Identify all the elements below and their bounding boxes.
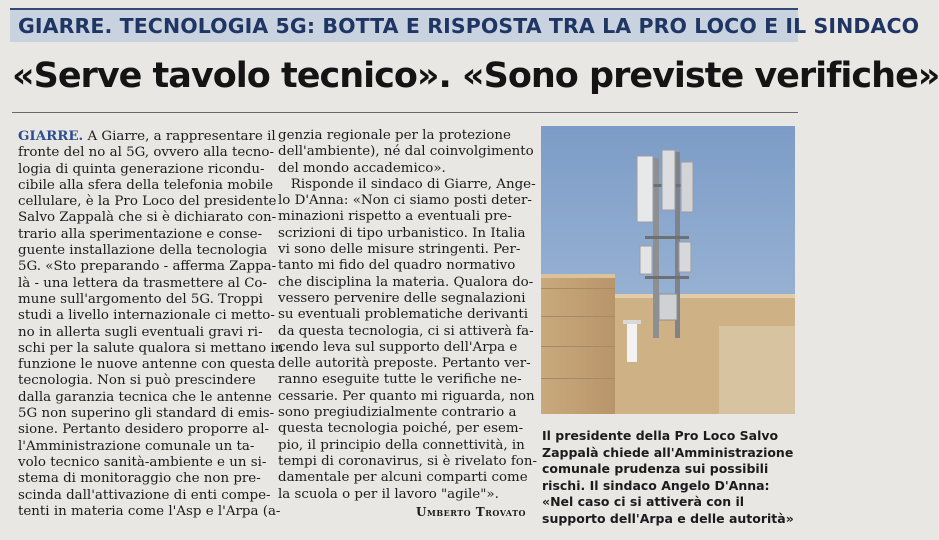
caption-line: comunale prudenza sui possibili <box>542 461 769 476</box>
photo-caption <box>542 428 800 527</box>
text-line: ranno eseguite tutte le verifiche ne- <box>278 372 522 388</box>
text-line: minazioni rispetto a eventuali pre- <box>278 209 512 225</box>
antenna-photo <box>541 126 795 414</box>
text-line: tecnologia. Non si può prescindere <box>18 373 256 389</box>
text-line: vi sono delle misure stringenti. Per- <box>278 242 521 258</box>
text-line: schi per la salute qualora si mettano in <box>18 340 284 356</box>
text-line: scrizioni di tipo urbanistico. In Italia <box>278 225 526 241</box>
text-line: damentale per alcuni comparti come <box>278 470 528 486</box>
text-line: 5G non superino gli standard di emis- <box>18 406 275 422</box>
text-line: mune sull'argomento del 5G. Troppi <box>18 291 263 307</box>
text-line: 5G. «Sto preparando - afferma Zappa- <box>18 259 277 275</box>
text-line: lo D'Anna: «Non ci siamo posti deter- <box>278 193 532 209</box>
text-line: cendo leva sul supporto dell'Arpa e <box>278 339 518 355</box>
author-signature: Umberto Trovato <box>416 505 526 519</box>
caption-line: Il presidente della Pro Loco Salvo <box>542 428 779 443</box>
dateline-place: GIARRE. <box>18 128 84 144</box>
text-line: logia di quinta generazione ricondu- <box>18 161 265 177</box>
caption-line: supporto dell'Arpa e delle autorità» <box>542 510 794 526</box>
article-column-2 <box>278 128 538 503</box>
text-line: Salvo Zappalà che si è dichiarato con- <box>18 210 277 226</box>
text-line: studi a livello internazionale ci metto- <box>18 308 275 324</box>
article-headline: «Serve tavolo tecnico». «Sono previste verifiche» <box>12 56 939 96</box>
caption-line: rischi. Il sindaco Angelo D'Anna: <box>542 477 770 493</box>
text-line: fronte del no al 5G, ovvero alla tecno- <box>18 145 274 161</box>
text-line: da questa tecnologia, ci si attiverà fa- <box>278 323 534 339</box>
text-line: GIARRE. A Giarre, a rappresentare il <box>18 128 276 144</box>
text-line: là - una lettera da trasmettere al Co- <box>18 275 268 291</box>
text-line: tanto mi fido del quadro normativo <box>278 258 516 274</box>
text-line: delle autorità preposte. Pertanto ver- <box>278 356 531 372</box>
text-line: del mondo accademico». <box>278 160 446 176</box>
section-kicker: GIARRE. TECNOLOGIA 5G: BOTTA E RISPOSTA TRA LA PRO LOCO E IL SINDACO <box>10 8 798 42</box>
headline-divider <box>12 112 798 113</box>
text-line: volo tecnico sanità-ambiente e un si- <box>18 454 267 470</box>
article-column-1 <box>18 128 284 520</box>
text-line: cibile alla sfera della telefonia mobile <box>18 177 274 193</box>
text-line: tenti in materia come l'Asp e l'Arpa (a- <box>18 503 281 519</box>
text-line: la scuola o per il lavoro "agile"». <box>278 486 499 502</box>
text-line: che disciplina la materia. Qualora do- <box>278 274 534 290</box>
text-line: no in allerta sugli eventuali gravi ri- <box>18 324 263 340</box>
text-line: cellulare, è la Pro Loco del presidente <box>18 194 277 210</box>
text-line: su eventuali problematiche derivanti <box>278 307 529 323</box>
text-line: sione. Pertanto desidero proporre al- <box>18 422 270 438</box>
text-line: dalla garanzia tecnica che le antenne <box>18 389 272 405</box>
text-line: questa tecnologia poiché, per esem- <box>278 421 524 437</box>
antenna-photo-illustration <box>541 126 795 414</box>
text-line: scinda dall'attivazione di enti compe- <box>18 487 271 503</box>
text-line: Risponde il sindaco di Giarre, Ange- <box>278 176 536 192</box>
text-line: l'Amministrazione comunale un ta- <box>18 438 255 454</box>
text-line: dell'ambiente), né dal coinvolgimento <box>278 144 534 160</box>
text-line: funzione le nuove antenne con questa <box>18 357 276 373</box>
caption-line: «Nel caso ci si attiverà con il <box>542 494 745 509</box>
text-line: cessarie. Per quanto mi riguarda, non <box>278 388 535 404</box>
text-line: pio, il principio della connettività, in <box>278 437 525 453</box>
text-line: trario alla sperimentazione e conse- <box>18 226 263 242</box>
text-line: tempi di coronavirus, si è rivelato fon- <box>278 453 538 469</box>
caption-line: Zappalà chiede all'Amministrazione <box>542 444 794 460</box>
text-line: guente installazione della tecnologia <box>18 243 268 259</box>
text-line: stema di monitoraggio che non pre- <box>18 471 261 487</box>
text-line: genzia regionale per la protezione <box>278 128 511 143</box>
text-line: vessero pervenire delle segnalazioni <box>278 290 526 306</box>
text-line: sono pregiudizialmente contrario a <box>278 405 517 421</box>
